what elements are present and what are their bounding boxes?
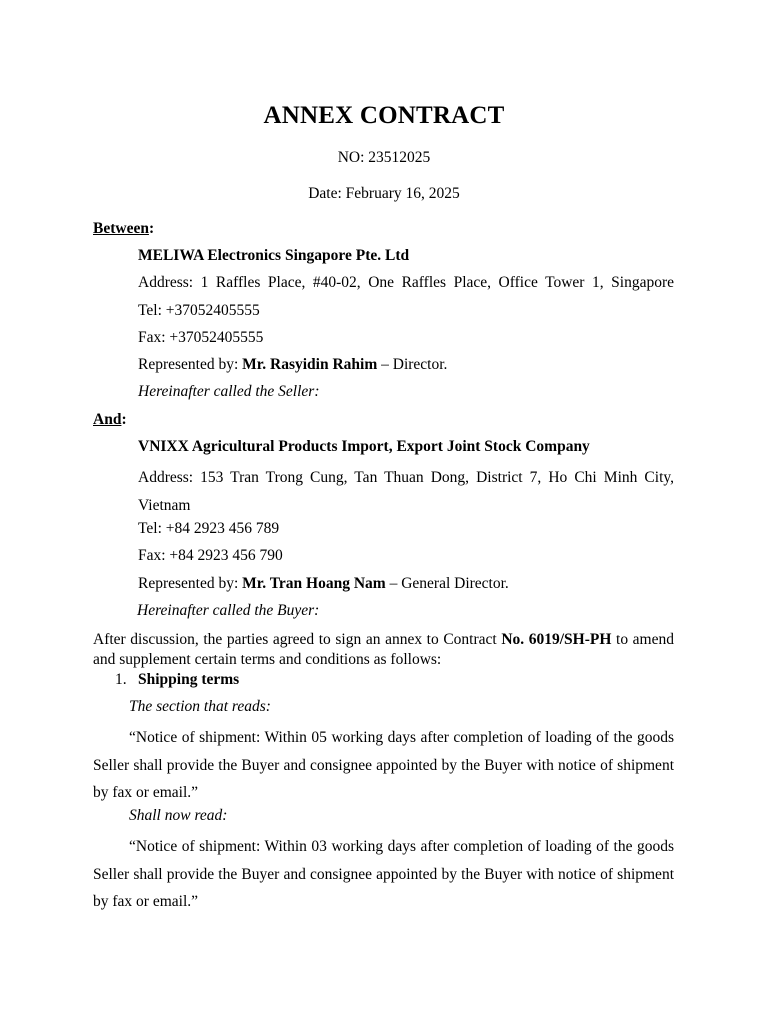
section-1-number: 1. (115, 671, 127, 688)
buyer-address: Address: 153 Tran Trong Cung, Tan Thuan Dong, District 7, Ho Chi Minh City, Vietnam (138, 469, 674, 514)
seller-called: Hereinafter called the Seller: (138, 383, 320, 400)
seller-rep-prefix: Represented by: (138, 356, 243, 373)
seller-name: MELIWA Electronics Singapore Pte. Ltd (138, 247, 410, 264)
contract-number: NO: 23512025 (337, 149, 431, 166)
intro-paragraph (93, 630, 674, 669)
intro-contract-no: No. 6019/SH-PH (501, 631, 612, 648)
intro-before: After discussion, the parties agreed to sign an annex to Contract (93, 631, 502, 648)
and-label: And (93, 411, 122, 428)
section-1-heading: Shipping terms (138, 671, 240, 688)
contract-date: Date: February 16, 2025 (308, 185, 460, 202)
seller-fax: Fax: +37052405555 (138, 329, 264, 346)
intro-after: to amend and supplement certain terms and conditions as follows: (93, 631, 674, 668)
reads-label: The section that reads: (129, 698, 271, 715)
old-notice-text: “Notice of shipment: Within 05 working days after completion of loading of the goods Seller shall provide the Buyer and consignee appointed by the Buyer with notice of shipment by fax or email.” (93, 729, 674, 801)
seller-tel: Tel: +37052405555 (138, 302, 260, 319)
seller-representative (138, 355, 447, 375)
seller-address: Address: 1 Raffles Place, #40-02, One Raffles Place, Office Tower 1, Singapore (138, 274, 674, 291)
new-notice-text: “Notice of shipment: Within 03 working days after completion of loading of the goods Seller shall provide the Buyer and consignee appointed by the Buyer with notice of shipment by fax or email.” (93, 838, 674, 910)
document-title: ANNEX CONTRACT (263, 102, 505, 129)
buyer-rep-prefix: Represented by: (138, 575, 243, 592)
buyer-tel: Tel: +84 2923 456 789 (138, 520, 280, 537)
buyer-rep-name: Mr. Tran Hoang Nam (242, 575, 386, 592)
shall-now-read-label: Shall now read: (129, 807, 228, 824)
buyer-rep-suffix: – General Director. (385, 575, 509, 592)
seller-rep-suffix: – Director. (377, 356, 448, 373)
between-heading: Between: (93, 220, 155, 237)
between-label: Between (93, 220, 149, 237)
buyer-fax: Fax: +84 2923 456 790 (138, 547, 283, 564)
buyer-representative (138, 574, 509, 594)
and-heading: And: (93, 411, 127, 428)
buyer-name: VNIXX Agricultural Products Import, Export Joint Stock Company (138, 438, 590, 455)
buyer-called: Hereinafter called the Buyer: (137, 602, 320, 619)
seller-rep-name: Mr. Rasyidin Rahim (242, 356, 378, 373)
